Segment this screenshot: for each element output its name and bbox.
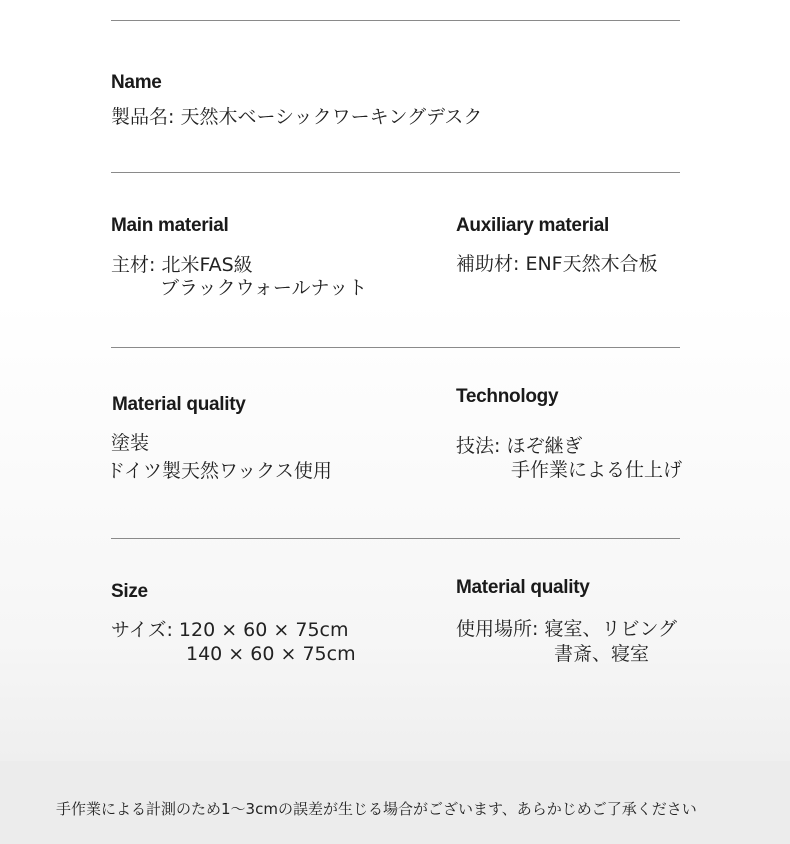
- auxiliary-material-line1: 補助材: ENF天然木合板: [456, 253, 658, 275]
- size-heading: Size: [111, 581, 148, 602]
- material-quality-line2: ドイツ製天然ワックス使用: [106, 460, 332, 482]
- divider-top: [111, 20, 680, 21]
- size-line2: 140 × 60 × 75cm: [186, 643, 356, 665]
- size-line1: サイズ: 120 × 60 × 75cm: [111, 619, 349, 641]
- footer-note: 手作業による計測のため1～3cmの誤差が生じる場合がございます、あらかじめご了承ください: [56, 800, 697, 818]
- name-heading: Name: [111, 72, 162, 93]
- technology-line2: 手作業による仕上げ: [511, 459, 683, 481]
- usage-heading: Material quality: [456, 577, 590, 598]
- material-quality-line1: 塗装: [111, 432, 150, 454]
- usage-line2: 書斎、寝室: [554, 643, 650, 665]
- divider-1: [111, 172, 680, 173]
- usage-line1: 使用場所: 寝室、リビング: [456, 618, 678, 640]
- material-quality-heading: Material quality: [112, 394, 246, 415]
- footer-band: [0, 761, 790, 844]
- divider-3: [111, 538, 680, 539]
- product-name: 製品名: 天然木ベーシックワーキングデスク: [111, 106, 483, 128]
- main-material-heading: Main material: [111, 215, 229, 236]
- technology-line1: 技法: ほぞ継ぎ: [456, 435, 583, 457]
- main-material-line2: ブラックウォールナット: [160, 277, 368, 299]
- divider-2: [111, 347, 680, 348]
- auxiliary-material-heading: Auxiliary material: [456, 215, 610, 236]
- technology-heading: Technology: [456, 386, 559, 407]
- main-material-line1: 主材: 北米FAS級: [111, 254, 253, 276]
